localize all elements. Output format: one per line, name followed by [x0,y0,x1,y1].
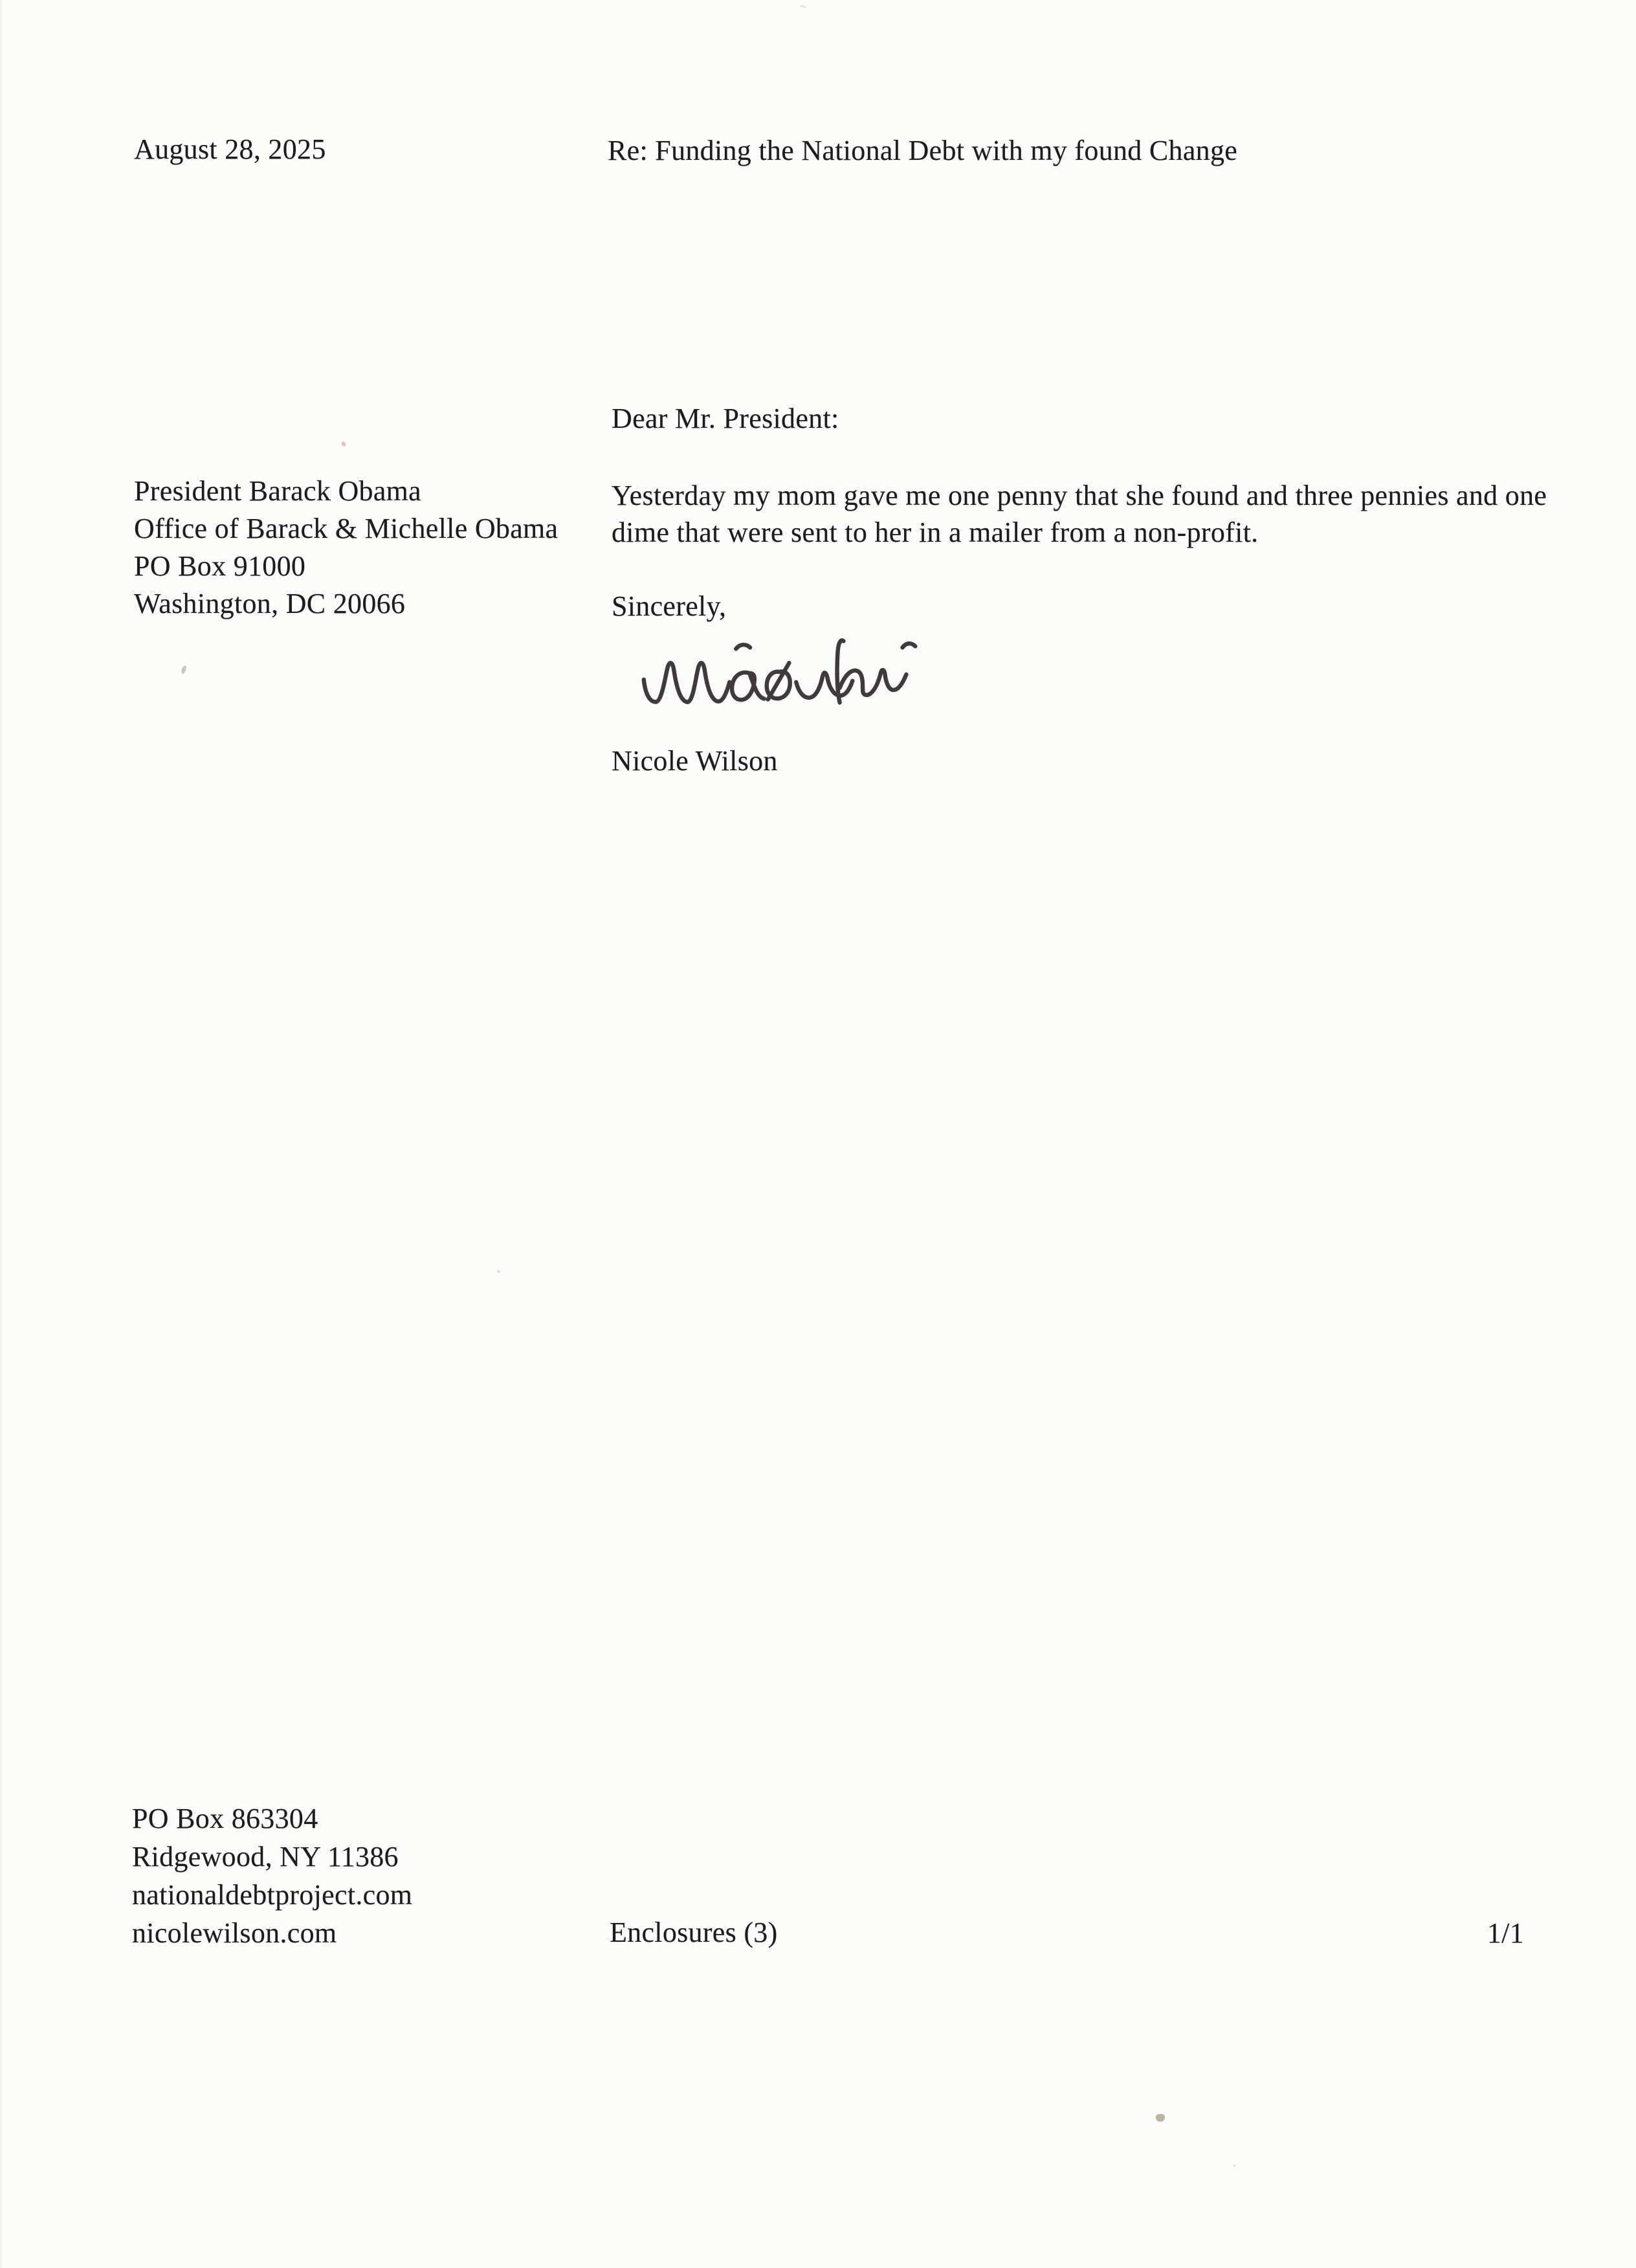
scan-speck [1233,2164,1236,2167]
sender-address-line: Ridgewood, NY 11386 [132,1841,399,1873]
scan-speck [181,665,187,674]
recipient-address-line: President Barack Obama [134,475,422,507]
sender-address-line: nicolewilson.com [132,1917,337,1949]
date-text: August 28, 2025 [134,133,326,165]
body-line: dime that were sent to her in a mailer from a non-profit. [612,517,1259,548]
sender-address-line: PO Box 863304 [132,1803,318,1834]
recipient-address-line: Washington, DC 20066 [134,588,406,619]
signature-handwriting [631,633,932,714]
signature-name: Nicole Wilson [612,745,778,777]
body-line: Yesterday my mom gave me one penny that she found and three pennies and one [612,480,1547,511]
recipient-address [134,472,558,623]
scan-speck [800,5,806,8]
sender-address [132,1799,412,1952]
recipient-address-line: Office of Barack & Michelle Obama [134,513,558,544]
salutation: Dear Mr. President: [612,403,839,434]
scan-speck [1156,2114,1165,2122]
subject-line: Re: Funding the National Debt with my found Change [608,135,1238,166]
sender-address-line: nationaldebtproject.com [132,1879,413,1911]
recipient-address-line: PO Box 91000 [134,550,306,582]
scan-speck [497,1270,500,1273]
body-paragraph [612,477,1547,551]
enclosures-note: Enclosures (3) [610,1917,778,1948]
scan-speck [340,441,346,447]
page-number: 1/1 [1487,1917,1524,1949]
closing: Sincerely, [612,590,727,622]
